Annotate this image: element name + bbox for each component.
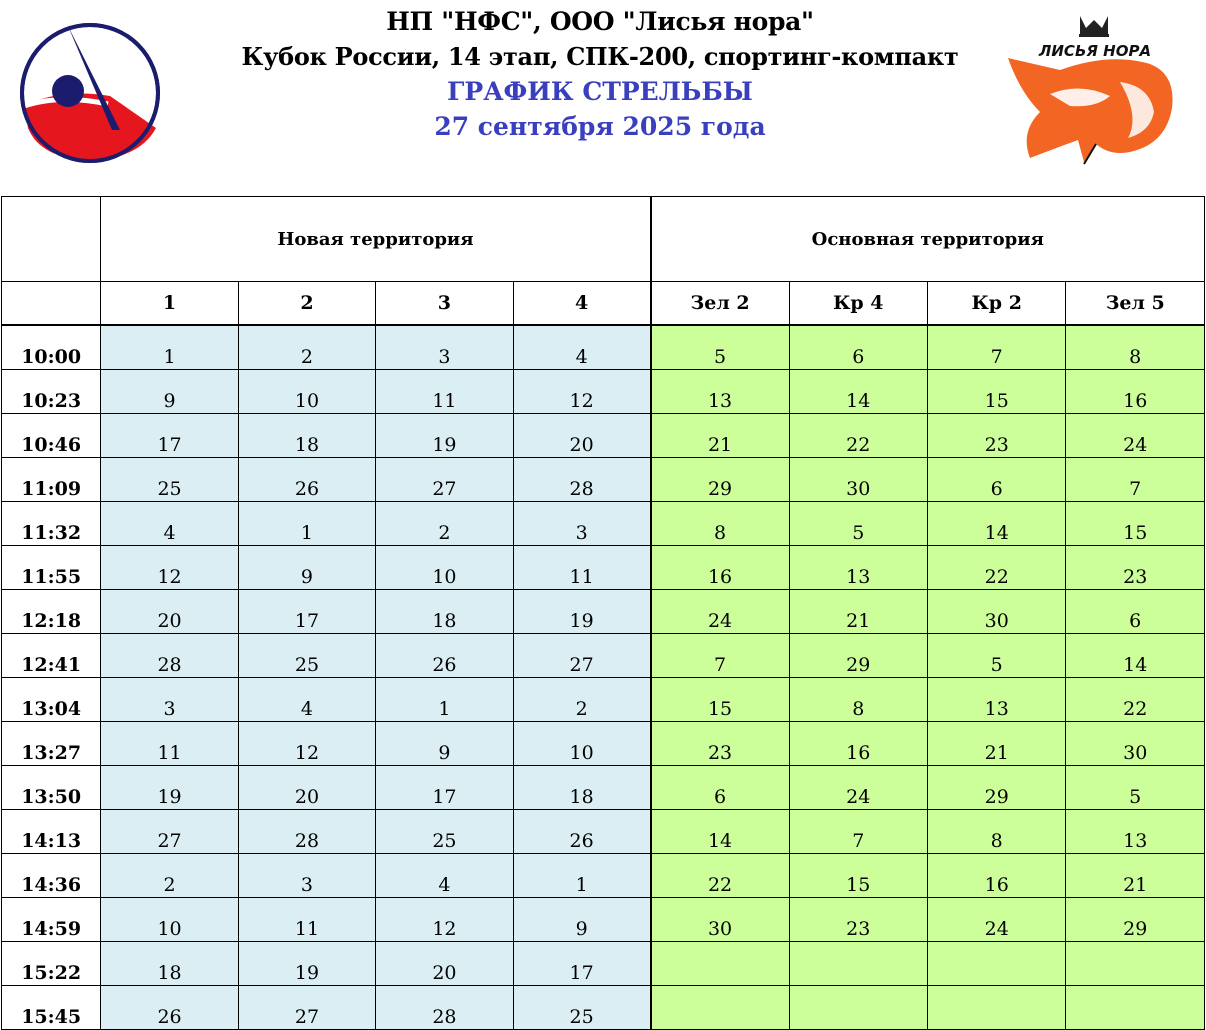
time-column-header [2,282,101,326]
new-territory-cell: 19 [101,766,238,810]
main-territory-cell [789,986,927,1030]
new-territory-cell: 28 [376,986,513,1030]
schedule-row [2,634,1205,678]
event-title: Кубок России, 14 этап, СПК-200, спортинг-компакт [241,42,959,71]
time-cell: 13:27 [2,722,101,766]
new-territory-cell: 3 [513,502,650,546]
header-titles [200,4,1000,144]
main-territory-cell: 22 [1066,678,1205,722]
main-territory-cell: 15 [651,678,789,722]
new-territory-cell: 27 [101,810,238,854]
schedule-row [2,502,1205,546]
new-territory-cell: 20 [238,766,375,810]
new-territory-cell: 1 [513,854,650,898]
time-cell: 14:36 [2,854,101,898]
time-cell: 10:46 [2,414,101,458]
main-territory-cell: 29 [651,458,789,502]
main-territory-cell: 13 [789,546,927,590]
schedule-row [2,898,1205,942]
new-territory-cell: 25 [238,634,375,678]
event-date: 27 сентября 2025 года [434,112,766,141]
main-territory-cell: 14 [789,370,927,414]
new-territory-cell: 11 [101,722,238,766]
new-territory-cell: 18 [513,766,650,810]
new-territory-cell: 12 [513,370,650,414]
column-header: Кр 2 [928,282,1066,326]
main-territory-cell: 5 [789,502,927,546]
new-territory-cell: 19 [238,942,375,986]
main-territory-cell: 16 [651,546,789,590]
time-cell: 10:23 [2,370,101,414]
column-header: 1 [101,282,238,326]
new-territory-cell: 3 [238,854,375,898]
main-territory-cell: 24 [789,766,927,810]
main-territory-cell: 21 [651,414,789,458]
new-territory-cell: 2 [376,502,513,546]
main-territory-cell: 6 [1066,590,1205,634]
column-header: Зел 2 [651,282,789,326]
new-territory-cell: 2 [513,678,650,722]
new-territory-cell: 12 [101,546,238,590]
zone-header-row [2,197,1205,282]
time-cell: 15:45 [2,986,101,1030]
new-territory-cell: 4 [238,678,375,722]
main-territory-cell: 7 [789,810,927,854]
main-territory-cell: 30 [928,590,1066,634]
main-territory-cell: 14 [651,810,789,854]
time-cell: 14:13 [2,810,101,854]
schedule-title: ГРАФИК СТРЕЛЬБЫ [447,77,753,106]
new-territory-cell: 27 [238,986,375,1030]
new-territory-cell: 26 [513,810,650,854]
main-territory-cell: 13 [651,370,789,414]
main-territory-cell: 7 [651,634,789,678]
column-header: 3 [376,282,513,326]
new-territory-cell: 1 [376,678,513,722]
main-territory-cell: 30 [789,458,927,502]
main-territory-cell: 6 [789,325,927,370]
time-cell: 11:09 [2,458,101,502]
shooting-schedule-table [1,196,1205,1030]
new-territory-cell: 10 [376,546,513,590]
schedule-row [2,986,1205,1030]
new-territory-cell: 28 [238,810,375,854]
new-territory-cell: 12 [238,722,375,766]
new-territory-cell: 1 [101,325,238,370]
main-territory-cell [928,986,1066,1030]
schedule-row [2,942,1205,986]
new-territory-cell: 3 [101,678,238,722]
main-territory-cell: 14 [928,502,1066,546]
organizer-title: НП "НФС", ООО "Лисья нора" [386,7,814,36]
column-header: 4 [513,282,650,326]
time-cell: 14:59 [2,898,101,942]
time-cell: 10:00 [2,325,101,370]
main-territory-cell: 15 [789,854,927,898]
new-territory-cell: 17 [238,590,375,634]
new-territory-cell: 10 [238,370,375,414]
new-territory-cell: 17 [376,766,513,810]
new-territory-cell: 19 [513,590,650,634]
schedule-row [2,325,1205,370]
main-territory-cell [789,942,927,986]
main-territory-cell: 29 [789,634,927,678]
main-territory-cell: 23 [651,722,789,766]
main-territory-cell: 8 [928,810,1066,854]
main-territory-cell: 22 [651,854,789,898]
column-header-row [2,282,1205,326]
main-territory-cell: 8 [651,502,789,546]
main-territory-cell [1066,986,1205,1030]
main-territory-cell: 13 [928,678,1066,722]
page-header [0,0,1206,196]
main-territory-cell: 22 [928,546,1066,590]
main-territory-cell: 21 [789,590,927,634]
new-territory-cell: 11 [513,546,650,590]
new-territory-cell: 11 [238,898,375,942]
schedule-row [2,810,1205,854]
new-territory-cell: 28 [101,634,238,678]
new-territory-cell: 4 [513,325,650,370]
new-territory-cell: 19 [376,414,513,458]
column-header: Зел 5 [1066,282,1205,326]
schedule-row [2,458,1205,502]
schedule-body [2,325,1205,1030]
main-territory-cell: 24 [1066,414,1205,458]
time-cell: 11:32 [2,502,101,546]
svg-text:ЛИСЬЯ НОРА: ЛИСЬЯ НОРА [1038,42,1152,60]
new-territory-cell: 4 [376,854,513,898]
new-territory-cell: 27 [376,458,513,502]
new-territory-cell: 25 [101,458,238,502]
schedule-row [2,854,1205,898]
main-territory-cell: 8 [789,678,927,722]
new-territory-cell: 12 [376,898,513,942]
main-territory-cell: 15 [1066,502,1205,546]
column-header: Кр 4 [789,282,927,326]
main-territory-cell: 29 [1066,898,1205,942]
main-territory-cell: 30 [651,898,789,942]
new-territory-cell: 11 [376,370,513,414]
lisya-nora-logo [1000,12,1190,172]
new-territory-cell: 26 [238,458,375,502]
main-territory-cell: 7 [1066,458,1205,502]
new-territory-cell: 10 [513,722,650,766]
main-territory-cell: 6 [651,766,789,810]
main-territory-cell: 13 [1066,810,1205,854]
main-territory-cell [928,942,1066,986]
new-territory-cell: 1 [238,502,375,546]
new-territory-cell: 10 [101,898,238,942]
main-territory-cell: 6 [928,458,1066,502]
new-territory-cell: 26 [101,986,238,1030]
time-cell: 15:22 [2,942,101,986]
schedule-row [2,766,1205,810]
main-territory-cell: 23 [789,898,927,942]
new-territory-cell: 18 [238,414,375,458]
new-territory-cell: 2 [238,325,375,370]
time-cell: 12:41 [2,634,101,678]
main-territory-cell: 29 [928,766,1066,810]
new-territory-cell: 3 [376,325,513,370]
new-territory-cell: 20 [101,590,238,634]
main-territory-cell: 23 [928,414,1066,458]
time-cell: 13:50 [2,766,101,810]
main-territory-cell: 5 [1066,766,1205,810]
main-territory-cell: 5 [651,325,789,370]
time-cell: 13:04 [2,678,101,722]
main-territory-cell: 16 [928,854,1066,898]
new-territory-cell: 27 [513,634,650,678]
schedule-row [2,722,1205,766]
main-territory-cell: 16 [1066,370,1205,414]
main-territory-cell [651,986,789,1030]
schedule-row [2,546,1205,590]
schedule-row [2,370,1205,414]
main-territory-cell: 21 [928,722,1066,766]
nfs-logo [20,18,160,168]
main-territory-cell: 16 [789,722,927,766]
new-territory-cell: 17 [513,942,650,986]
schedule-row [2,678,1205,722]
new-territory-cell: 9 [238,546,375,590]
zone-main-territory: Основная территория [651,197,1205,282]
new-territory-cell: 25 [513,986,650,1030]
new-territory-cell: 26 [376,634,513,678]
main-territory-cell: 30 [1066,722,1205,766]
new-territory-cell: 28 [513,458,650,502]
zone-new-territory: Новая территория [101,197,651,282]
new-territory-cell: 9 [376,722,513,766]
main-territory-cell: 21 [1066,854,1205,898]
main-territory-cell [1066,942,1205,986]
main-territory-cell: 5 [928,634,1066,678]
new-territory-cell: 9 [101,370,238,414]
main-territory-cell: 24 [651,590,789,634]
crown-icon [1079,16,1109,37]
new-territory-cell: 20 [376,942,513,986]
time-cell: 12:18 [2,590,101,634]
new-territory-cell: 2 [101,854,238,898]
time-cell: 11:55 [2,546,101,590]
main-territory-cell: 23 [1066,546,1205,590]
new-territory-cell: 9 [513,898,650,942]
new-territory-cell: 20 [513,414,650,458]
column-header: 2 [238,282,375,326]
main-territory-cell: 15 [928,370,1066,414]
new-territory-cell: 25 [376,810,513,854]
main-territory-cell [651,942,789,986]
main-territory-cell: 8 [1066,325,1205,370]
main-territory-cell: 14 [1066,634,1205,678]
new-territory-cell: 4 [101,502,238,546]
main-territory-cell: 7 [928,325,1066,370]
new-territory-cell: 18 [376,590,513,634]
new-territory-cell: 18 [101,942,238,986]
main-territory-cell: 24 [928,898,1066,942]
main-territory-cell: 22 [789,414,927,458]
new-territory-cell: 17 [101,414,238,458]
schedule-row [2,414,1205,458]
time-header-cell [2,197,101,282]
schedule-row [2,590,1205,634]
